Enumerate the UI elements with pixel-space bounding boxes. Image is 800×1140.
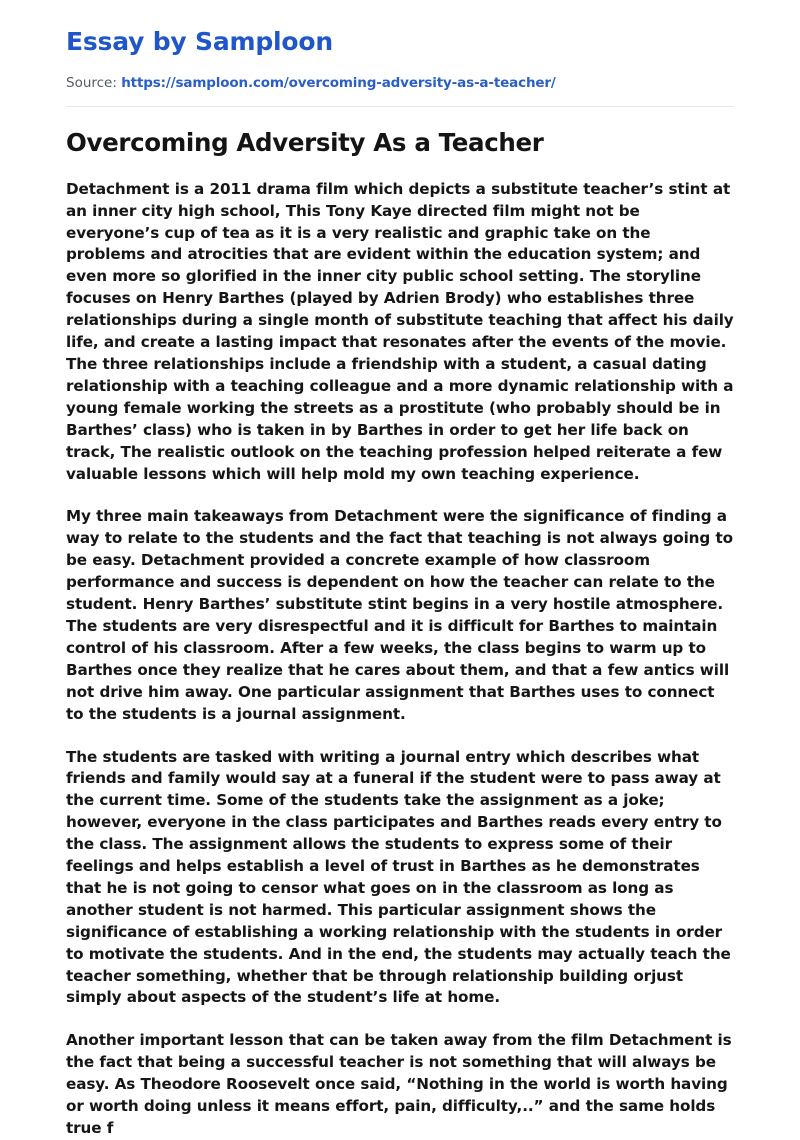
page-header — [66, 0, 734, 107]
source-label: Source: — [66, 75, 117, 92]
body-paragraph: The students are tasked with writing a journal entry which describes what friends and family would say at a funeral if the student were to pass away at the current time. Some of the students take the assignment as a joke; however, everyone in the class participates and Barthes reads every entry to the class. The assignment allows the students to express some of their feelings and helps establish a level of trust in Barthes as he demonstrates that he is not going to censor what goes on in the classroom as long as another student is not harmed. This particular assignment shows the significance of establishing a working relationship with the students in order to motivate the students. And in the end, the students may actually teach the teacher something, whether that be through relationship building orjust simply about aspects of the student’s life at home. — [66, 747, 731, 1007]
essay-body — [66, 159, 734, 1140]
source-url-link[interactable]: https://samploon.com/overcoming-adversity-as-a-teacher/ — [121, 75, 556, 92]
source-line — [66, 74, 734, 93]
body-paragraph: My three main takeaways from Detachment were the significance of finding a way to relate to the students and the fact that teaching is not always going to be easy. Detachment provided a concrete example of how classroom performance and success is dependent on how the teacher can relate to the student. Henry Barthes’ substitute stint begins in a very hostile atmosphere. The students are very disrespectful and it is difficult for Barthes to maintain control of his classroom. After a few weeks, the class begins to warm up to Barthes once they realize that he cares about them, and that a few antics will not drive him away. One particular assignment that Barthes uses to connect to the students is a journal assignment. — [66, 507, 733, 723]
body-paragraph: Detachment is a 2011 drama film which depicts a substitute teacher’s stint at an inner city high school, This Tony Kaye directed film might not be everyone’s cup of tea as it is a very realistic and graphic take on the problems and atrocities that are evident within the education system; and even more so glorified in the inner city public school setting. The storyline focuses on Henry Barthes (played by Adrien Brody) who establishes three relationships during a single month of substitute teaching that affect his daily life, and create a lasting impact that resonates after the events of the movie. The three relationships include a friendship with a student, a casual dating relationship with a teaching colleague and a more dynamic relationship with a young female working the streets as a prostitute (who probably should be in Barthes’ class) who is taken in by Barthes in order to get her life back on track, The realistic outlook on the teaching profession helped reiterate a few valuable lessons which will help mold my own teaching experience. — [66, 179, 734, 483]
page-title: Overcoming Adversity As a Teacher — [66, 128, 544, 158]
brand-title: Essay by Samploon — [66, 27, 333, 56]
body-paragraph-truncated: Another important lesson that can be taken away from the film Detachment is the fact that being a successful teacher is not something that will always be easy. As Theodore Roosevelt once said, “Nothing in the world is worth having or worth doing unless it means effort, pain, difficulty,..” and the same holds true f — [66, 1031, 732, 1138]
